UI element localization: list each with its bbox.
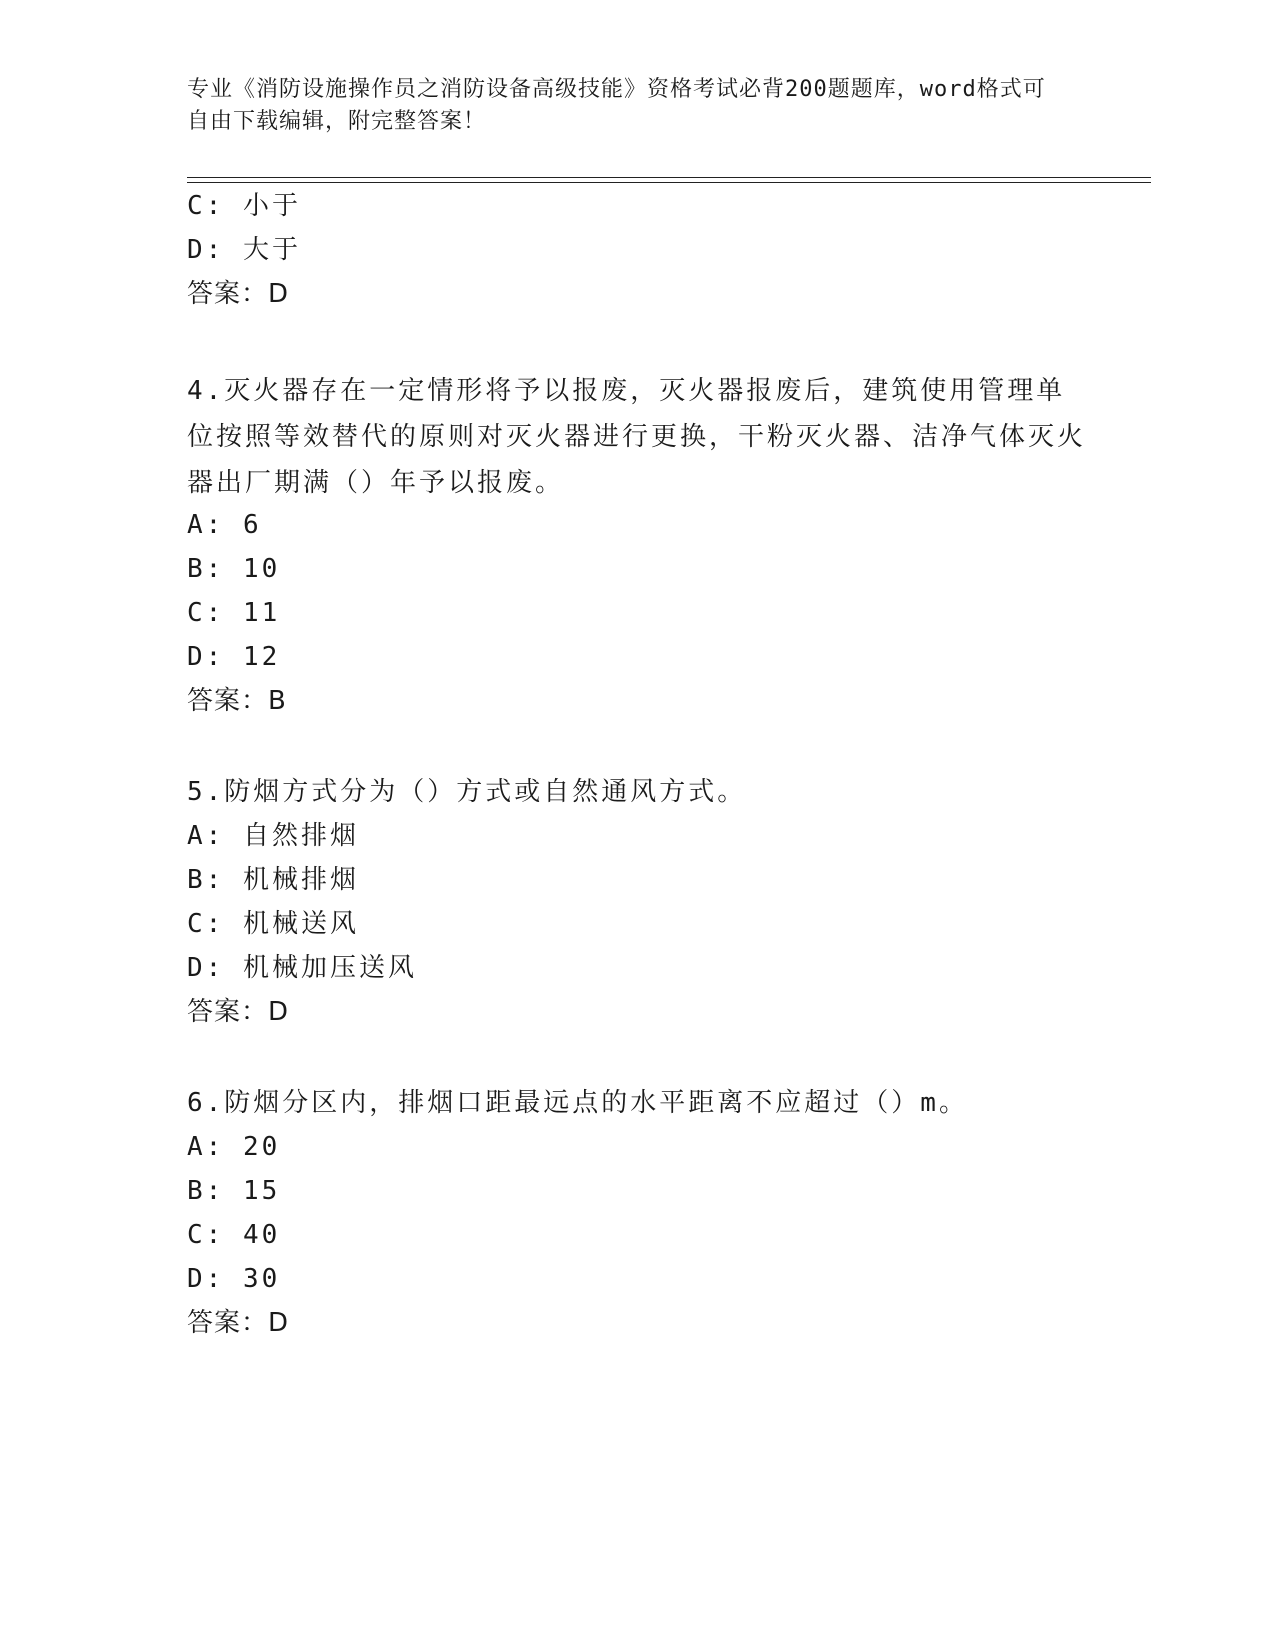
document-header: 专业《消防设施操作员之消防设备高级技能》资格考试必背200题题库，word格式可自由下载编辑，附完整答案！ xyxy=(187,77,1046,134)
q4-question: 4.灭火器存在一定情形将予以报废，灭火器报废后，建筑使用管理单位按照等效替代的原则对灭火器进行更换，干粉灭火器、洁净气体灭火器出厂期满（）年予以报废。 xyxy=(187,376,1087,498)
q5-option-d: D: 机械加压送风 xyxy=(187,953,417,983)
header-divider-top xyxy=(187,177,1151,178)
q3-option-d: D: 大于 xyxy=(187,235,301,265)
q4-option-c: C: 11 xyxy=(187,598,281,628)
q6-option-a: A: 20 xyxy=(187,1132,281,1162)
q6-option-c: C: 40 xyxy=(187,1220,281,1250)
q5-option-b: B: 机械排烟 xyxy=(187,865,359,895)
q4-option-d: D: 12 xyxy=(187,642,281,672)
q6-option-b: B: 15 xyxy=(187,1176,281,1206)
q5-question: 5.防烟方式分为（）方式或自然通风方式。 xyxy=(187,777,747,807)
q6-option-d: D: 30 xyxy=(187,1264,281,1294)
q6-answer: 答案：D xyxy=(187,1308,290,1338)
q5-answer: 答案：D xyxy=(187,997,290,1027)
q5-option-c: C: 机械送风 xyxy=(187,909,359,939)
q3-answer: 答案：D xyxy=(187,279,290,309)
q5-option-a: A: 自然排烟 xyxy=(187,821,359,851)
header-divider-bottom xyxy=(187,182,1151,183)
q4-option-b: B: 10 xyxy=(187,554,281,584)
q4-answer: 答案：B xyxy=(187,686,287,716)
q6-question: 6.防烟分区内，排烟口距最远点的水平距离不应超过（）m。 xyxy=(187,1088,968,1118)
q3-option-c: C: 小于 xyxy=(187,191,301,221)
q4-option-a: A: 6 xyxy=(187,510,262,540)
